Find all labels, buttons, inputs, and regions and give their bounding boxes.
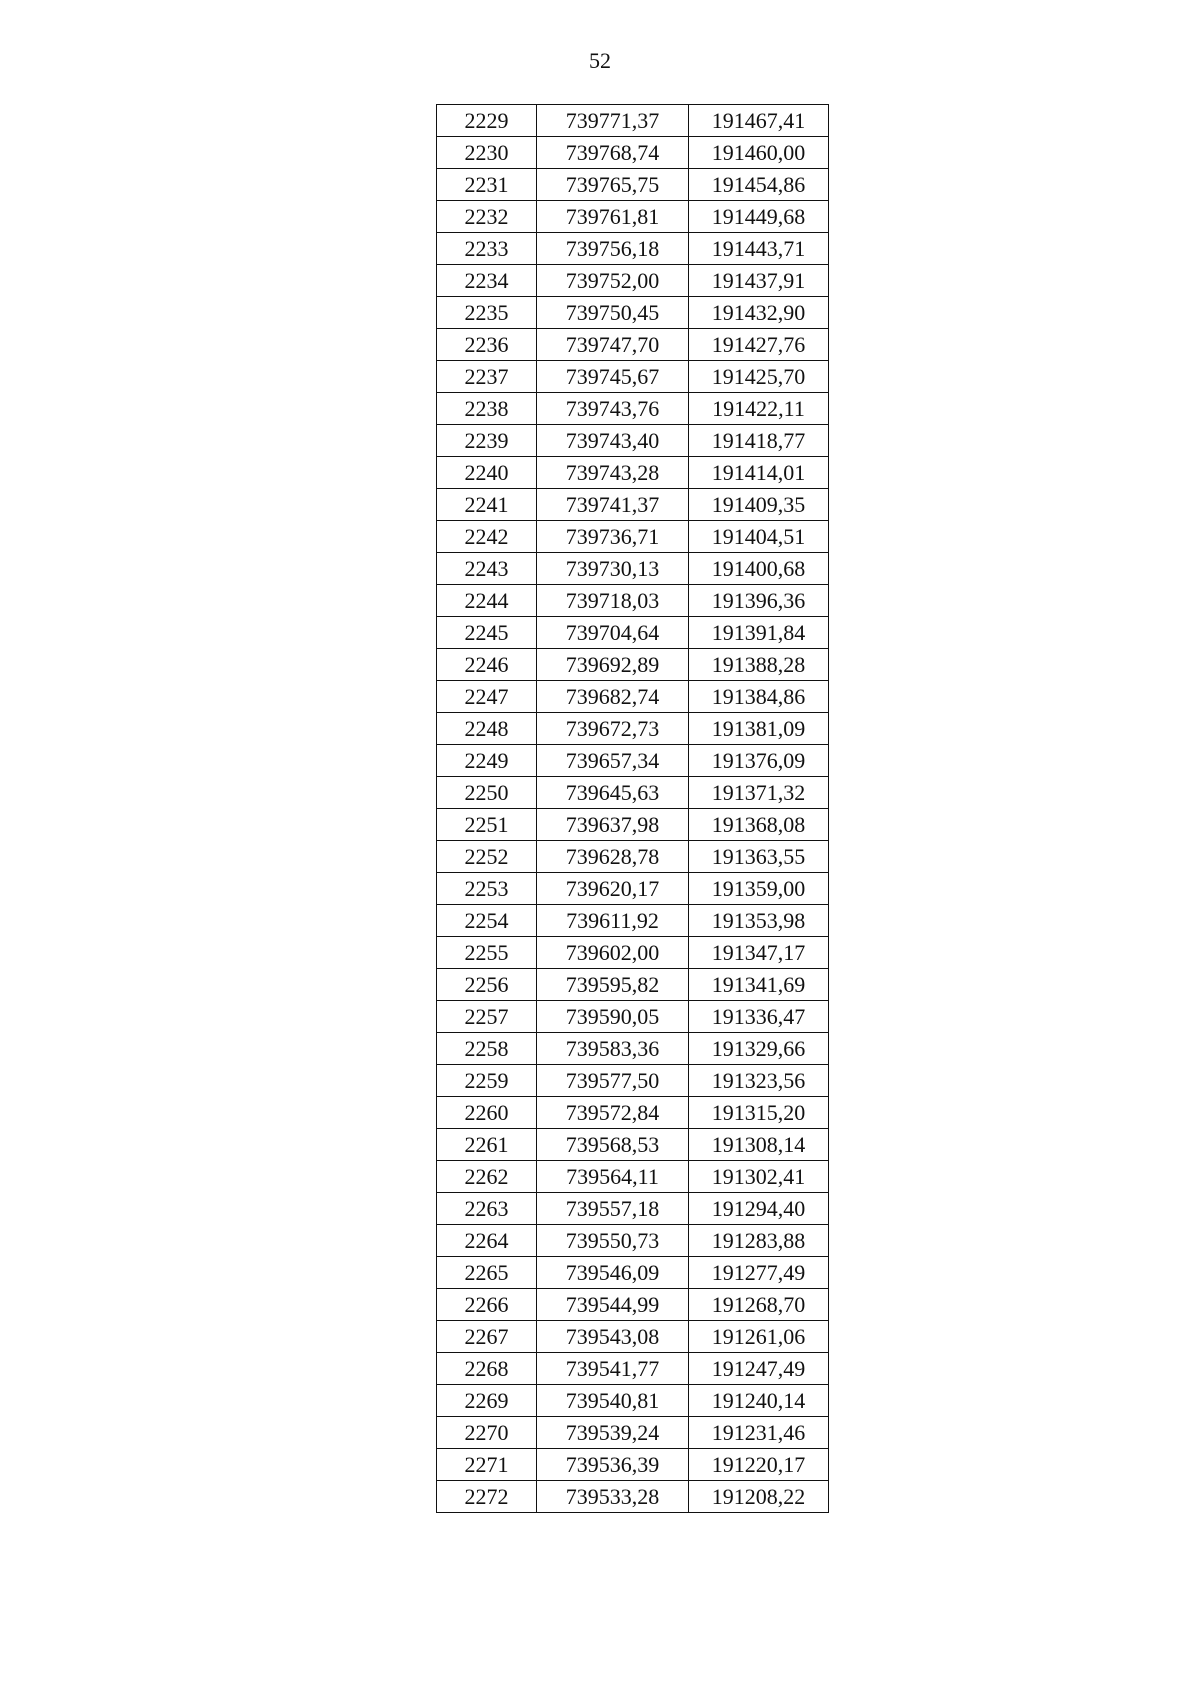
point-number-cell: 2243: [437, 553, 537, 585]
x-coordinate-cell: 739602,00: [537, 937, 689, 969]
x-coordinate-cell: 739628,78: [537, 841, 689, 873]
point-number-cell: 2256: [437, 969, 537, 1001]
x-coordinate-cell: 739577,50: [537, 1065, 689, 1097]
x-coordinate-cell: 739590,05: [537, 1001, 689, 1033]
y-coordinate-cell: 191432,90: [689, 297, 829, 329]
point-number-cell: 2253: [437, 873, 537, 905]
x-coordinate-cell: 739718,03: [537, 585, 689, 617]
y-coordinate-cell: 191409,35: [689, 489, 829, 521]
y-coordinate-cell: 191231,46: [689, 1417, 829, 1449]
table-row: [437, 265, 829, 297]
table-row: [437, 841, 829, 873]
y-coordinate-cell: 191347,17: [689, 937, 829, 969]
x-coordinate-cell: 739637,98: [537, 809, 689, 841]
table-row: [437, 1481, 829, 1513]
x-coordinate-cell: 739756,18: [537, 233, 689, 265]
x-coordinate-cell: 739736,71: [537, 521, 689, 553]
point-number-cell: 2271: [437, 1449, 537, 1481]
y-coordinate-cell: 191368,08: [689, 809, 829, 841]
y-coordinate-cell: 191437,91: [689, 265, 829, 297]
x-coordinate-cell: 739611,92: [537, 905, 689, 937]
table-row: [437, 169, 829, 201]
table-row: [437, 1257, 829, 1289]
table-row: [437, 553, 829, 585]
point-number-cell: 2241: [437, 489, 537, 521]
table-row: [437, 681, 829, 713]
x-coordinate-cell: 739541,77: [537, 1353, 689, 1385]
point-number-cell: 2229: [437, 105, 537, 137]
table-row: [437, 745, 829, 777]
x-coordinate-cell: 739645,63: [537, 777, 689, 809]
x-coordinate-cell: 739730,13: [537, 553, 689, 585]
table-row: [437, 457, 829, 489]
table-row: [437, 585, 829, 617]
point-number-cell: 2265: [437, 1257, 537, 1289]
point-number-cell: 2258: [437, 1033, 537, 1065]
table-row: [437, 521, 829, 553]
y-coordinate-cell: 191302,41: [689, 1161, 829, 1193]
x-coordinate-cell: 739564,11: [537, 1161, 689, 1193]
table-row: [437, 649, 829, 681]
point-number-cell: 2230: [437, 137, 537, 169]
point-number-cell: 2270: [437, 1417, 537, 1449]
y-coordinate-cell: 191359,00: [689, 873, 829, 905]
table-row: [437, 393, 829, 425]
table-row: [437, 1097, 829, 1129]
y-coordinate-cell: 191268,70: [689, 1289, 829, 1321]
x-coordinate-cell: 739750,45: [537, 297, 689, 329]
x-coordinate-cell: 739704,64: [537, 617, 689, 649]
x-coordinate-cell: 739765,75: [537, 169, 689, 201]
y-coordinate-cell: 191391,84: [689, 617, 829, 649]
table-row: [437, 1385, 829, 1417]
point-number-cell: 2261: [437, 1129, 537, 1161]
x-coordinate-cell: 739657,34: [537, 745, 689, 777]
table-row: [437, 617, 829, 649]
point-number-cell: 2246: [437, 649, 537, 681]
point-number-cell: 2257: [437, 1001, 537, 1033]
y-coordinate-cell: 191208,22: [689, 1481, 829, 1513]
x-coordinate-cell: 739583,36: [537, 1033, 689, 1065]
table-row: [437, 105, 829, 137]
x-coordinate-cell: 739620,17: [537, 873, 689, 905]
table-row: [437, 1193, 829, 1225]
table-row: [437, 425, 829, 457]
y-coordinate-cell: 191353,98: [689, 905, 829, 937]
y-coordinate-cell: 191371,32: [689, 777, 829, 809]
point-number-cell: 2260: [437, 1097, 537, 1129]
y-coordinate-cell: 191220,17: [689, 1449, 829, 1481]
point-number-cell: 2237: [437, 361, 537, 393]
x-coordinate-cell: 739743,28: [537, 457, 689, 489]
point-number-cell: 2239: [437, 425, 537, 457]
y-coordinate-cell: 191427,76: [689, 329, 829, 361]
y-coordinate-cell: 191247,49: [689, 1353, 829, 1385]
point-number-cell: 2262: [437, 1161, 537, 1193]
table-row: [437, 1225, 829, 1257]
table-row: [437, 361, 829, 393]
x-coordinate-cell: 739761,81: [537, 201, 689, 233]
table-row: [437, 1289, 829, 1321]
y-coordinate-cell: 191363,55: [689, 841, 829, 873]
point-number-cell: 2238: [437, 393, 537, 425]
table-row: [437, 777, 829, 809]
y-coordinate-cell: 191261,06: [689, 1321, 829, 1353]
y-coordinate-cell: 191422,11: [689, 393, 829, 425]
point-number-cell: 2232: [437, 201, 537, 233]
y-coordinate-cell: 191454,86: [689, 169, 829, 201]
table-row: [437, 1417, 829, 1449]
x-coordinate-cell: 739741,37: [537, 489, 689, 521]
x-coordinate-cell: 739743,76: [537, 393, 689, 425]
point-number-cell: 2255: [437, 937, 537, 969]
table-row: [437, 905, 829, 937]
x-coordinate-cell: 739682,74: [537, 681, 689, 713]
table-row: [437, 1161, 829, 1193]
y-coordinate-cell: 191308,14: [689, 1129, 829, 1161]
table-row: [437, 329, 829, 361]
table-row: [437, 713, 829, 745]
coordinates-table: [436, 104, 829, 1513]
table-row: [437, 489, 829, 521]
point-number-cell: 2249: [437, 745, 537, 777]
y-coordinate-cell: 191396,36: [689, 585, 829, 617]
point-number-cell: 2233: [437, 233, 537, 265]
x-coordinate-cell: 739536,39: [537, 1449, 689, 1481]
table-row: [437, 137, 829, 169]
x-coordinate-cell: 739672,73: [537, 713, 689, 745]
point-number-cell: 2254: [437, 905, 537, 937]
y-coordinate-cell: 191376,09: [689, 745, 829, 777]
point-number-cell: 2264: [437, 1225, 537, 1257]
point-number-cell: 2247: [437, 681, 537, 713]
x-coordinate-cell: 739540,81: [537, 1385, 689, 1417]
table-row: [437, 937, 829, 969]
x-coordinate-cell: 739771,37: [537, 105, 689, 137]
x-coordinate-cell: 739546,09: [537, 1257, 689, 1289]
x-coordinate-cell: 739539,24: [537, 1417, 689, 1449]
table-row: [437, 1321, 829, 1353]
y-coordinate-cell: 191418,77: [689, 425, 829, 457]
y-coordinate-cell: 191467,41: [689, 105, 829, 137]
table-row: [437, 1129, 829, 1161]
point-number-cell: 2231: [437, 169, 537, 201]
x-coordinate-cell: 739747,70: [537, 329, 689, 361]
point-number-cell: 2250: [437, 777, 537, 809]
point-number-cell: 2240: [437, 457, 537, 489]
point-number-cell: 2268: [437, 1353, 537, 1385]
y-coordinate-cell: 191277,49: [689, 1257, 829, 1289]
x-coordinate-cell: 739572,84: [537, 1097, 689, 1129]
point-number-cell: 2267: [437, 1321, 537, 1353]
y-coordinate-cell: 191283,88: [689, 1225, 829, 1257]
table-row: [437, 809, 829, 841]
x-coordinate-cell: 739595,82: [537, 969, 689, 1001]
point-number-cell: 2245: [437, 617, 537, 649]
table-row: [437, 1001, 829, 1033]
coordinates-table-body: [437, 105, 829, 1513]
point-number-cell: 2251: [437, 809, 537, 841]
x-coordinate-cell: 739557,18: [537, 1193, 689, 1225]
table-row: [437, 969, 829, 1001]
y-coordinate-cell: 191404,51: [689, 521, 829, 553]
point-number-cell: 2248: [437, 713, 537, 745]
y-coordinate-cell: 191336,47: [689, 1001, 829, 1033]
table-row: [437, 1065, 829, 1097]
point-number-cell: 2259: [437, 1065, 537, 1097]
x-coordinate-cell: 739768,74: [537, 137, 689, 169]
y-coordinate-cell: 191384,86: [689, 681, 829, 713]
y-coordinate-cell: 191388,28: [689, 649, 829, 681]
y-coordinate-cell: 191240,14: [689, 1385, 829, 1417]
x-coordinate-cell: 739745,67: [537, 361, 689, 393]
x-coordinate-cell: 739692,89: [537, 649, 689, 681]
x-coordinate-cell: 739543,08: [537, 1321, 689, 1353]
page-number: 52: [589, 48, 611, 73]
x-coordinate-cell: 739752,00: [537, 265, 689, 297]
point-number-cell: 2263: [437, 1193, 537, 1225]
point-number-cell: 2252: [437, 841, 537, 873]
y-coordinate-cell: 191341,69: [689, 969, 829, 1001]
table-row: [437, 873, 829, 905]
point-number-cell: 2244: [437, 585, 537, 617]
y-coordinate-cell: 191294,40: [689, 1193, 829, 1225]
point-number-cell: 2266: [437, 1289, 537, 1321]
y-coordinate-cell: 191323,56: [689, 1065, 829, 1097]
table-row: [437, 1449, 829, 1481]
x-coordinate-cell: 739743,40: [537, 425, 689, 457]
point-number-cell: 2234: [437, 265, 537, 297]
table-row: [437, 1353, 829, 1385]
table-row: [437, 1033, 829, 1065]
y-coordinate-cell: 191443,71: [689, 233, 829, 265]
point-number-cell: 2272: [437, 1481, 537, 1513]
x-coordinate-cell: 739550,73: [537, 1225, 689, 1257]
y-coordinate-cell: 191449,68: [689, 201, 829, 233]
y-coordinate-cell: 191381,09: [689, 713, 829, 745]
table-row: [437, 233, 829, 265]
x-coordinate-cell: 739533,28: [537, 1481, 689, 1513]
x-coordinate-cell: 739568,53: [537, 1129, 689, 1161]
y-coordinate-cell: 191400,68: [689, 553, 829, 585]
table-row: [437, 201, 829, 233]
x-coordinate-cell: 739544,99: [537, 1289, 689, 1321]
y-coordinate-cell: 191460,00: [689, 137, 829, 169]
point-number-cell: 2236: [437, 329, 537, 361]
point-number-cell: 2269: [437, 1385, 537, 1417]
y-coordinate-cell: 191414,01: [689, 457, 829, 489]
y-coordinate-cell: 191329,66: [689, 1033, 829, 1065]
point-number-cell: 2235: [437, 297, 537, 329]
point-number-cell: 2242: [437, 521, 537, 553]
y-coordinate-cell: 191315,20: [689, 1097, 829, 1129]
table-row: [437, 297, 829, 329]
y-coordinate-cell: 191425,70: [689, 361, 829, 393]
